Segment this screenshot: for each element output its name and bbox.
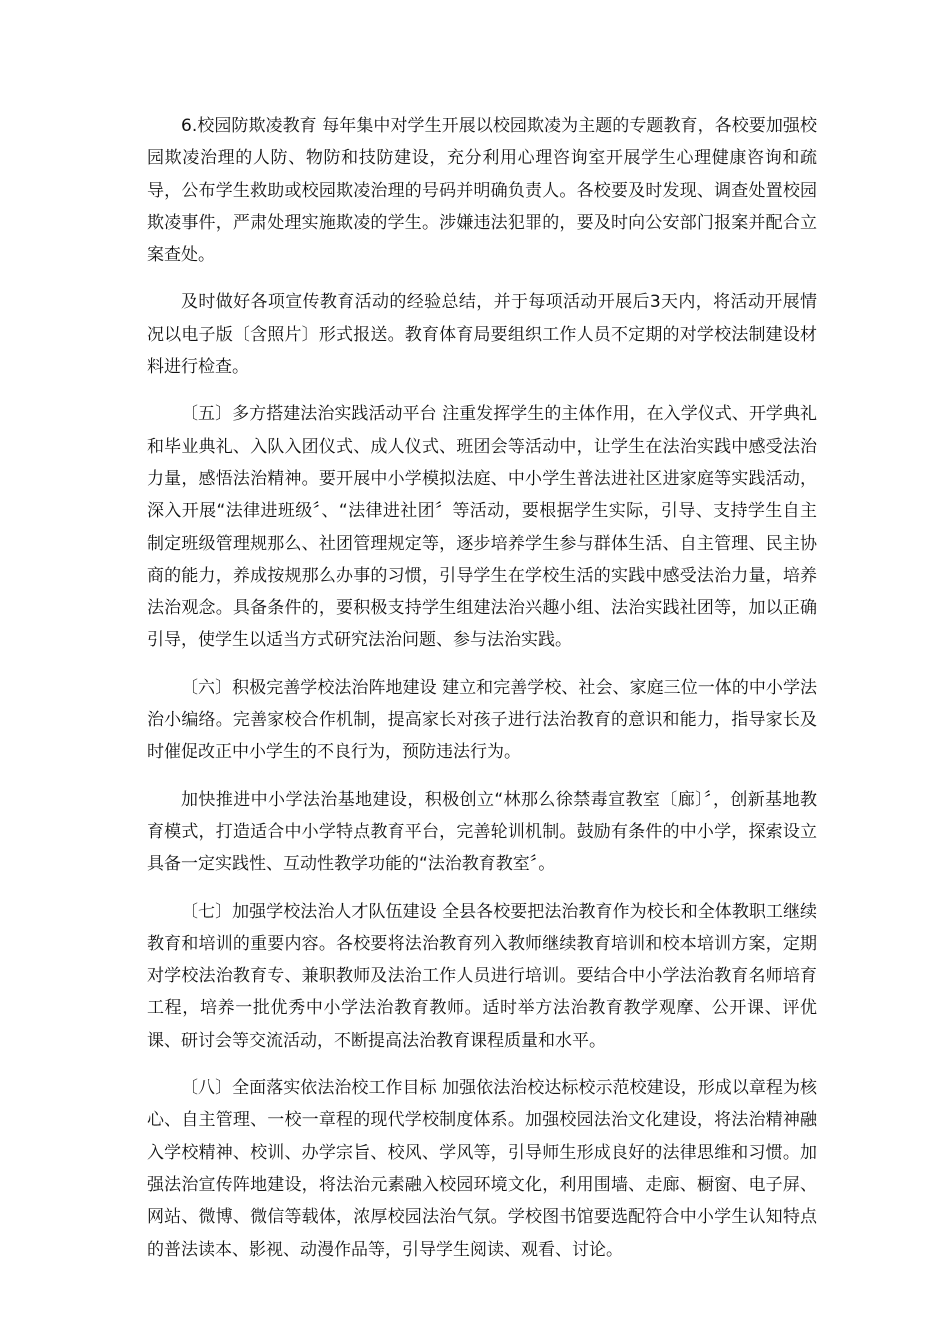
document-body: [147, 110, 817, 1281]
paragraph-section-5-practice-platform: 〔五〕多方搭建法治实践活动平台 注重发挥学生的主体作用，在入学仪式、开学典礼和毕业典礼、入队入团仪式、成人仪式、班团会等活动中，让学生在法治实践中感受法治力量，感悟法治精神。要开展中小学模拟法庭、中小学生普法进社区进家庭等实践活动，深入开展“法律进班级〞、“法律进社团〞等活动，要根据学生实际，引导、支持学生自主制定班级管理规那么、社团管理规定等，逐步培养学生参与群体生活、自主管理、民主协商的能力，养成按规那么办事的习惯，引导学生在学校生活的实践中感受法治力量，培养法治观念。具备条件的，要积极支持学生组建法治兴趣小组、法治实践社团等，加以正确引导，使学生以适当方式研究法治问题、参与法治实践。: [147, 404, 817, 651]
paragraph-campus-anti-bullying: 6.校园防欺凌教育 每年集中对学生开展以校园欺凌为主题的专题教育，各校要加强校园欺凌治理的人防、物防和技防建设，充分利用心理咨询室开展学生心理健康咨询和疏导，公布学生救助或校园欺凌治理的号码并明确负责人。各校要及时发现、调查处置校园欺凌事件，严肃处理实施欺凌的学生。涉嫌违法犯罪的，要及时向公安部门报案并配合立案查处。: [147, 116, 817, 266]
paragraph-activity-summary: 及时做好各项宣传教育活动的经验总结，并于每项活动开展后3天内，将活动开展情况以电子版〔含照片〕形式报送。教育体育局要组织工作人员不定期的对学校法制建设材料进行检查。: [147, 292, 817, 378]
paragraph-section-6-school-base: 〔六〕积极完善学校法治阵地建设 建立和完善学校、社会、家庭三位一体的中小学法治小编络。完善家校合作机制，提高家长对孩子进行法治教育的意识和能力，指导家长及时催促改正中小学生的不良行为，预防违法行为。: [147, 677, 817, 763]
paragraph-section-7-talent-team: 〔七〕加强学校法治人才队伍建设 全县各校要把法治教育作为校长和全体教职工继续教育和培训的重要内容。各校要将法治教育列入教师继续教育培训和校本培训方案，定期对学校法治教育专、兼职教师及法治工作人员进行培训。要结合中小学法治教育名师培育工程，培养一批优秀中小学法治教育教师。适时举方法治教育教学观摩、公开课、评优课、研讨会等交流活动，不断提高法治教育课程质量和水平。: [147, 901, 817, 1051]
paragraph-base-construction: 加快推进中小学法治基地建设，积极创立“林那么徐禁毒宣教室〔廊〕〞，创新基地教育模式，打造适合中小学特点教育平台，完善轮训机制。鼓励有条件的中小学，探索设立具备一定实践性、互动性教学功能的“法治教育教室〞。: [147, 789, 817, 875]
paragraph-section-8-rule-of-law-goals: 〔八〕全面落实依法治校工作目标 加强依法治校达标校示范校建设，形成以章程为核心、自主管理、一校一章程的现代学校制度体系。加强校园法治文化建设，将法治精神融入学校精神、校训、办学宗旨、校风、学风等，引导师生形成良好的法律思维和习惯。加强法治宣传阵地建设，将法治元素融入校园环境文化，利用围墙、走廊、橱窗、电子屏、网站、微博、微信等载体，浓厚校园法治气氛。学校图书馆要选配符合中小学生认知特点的普法读本、影视、动漫作品等，引导学生阅读、观看、讨论。: [147, 1078, 817, 1260]
